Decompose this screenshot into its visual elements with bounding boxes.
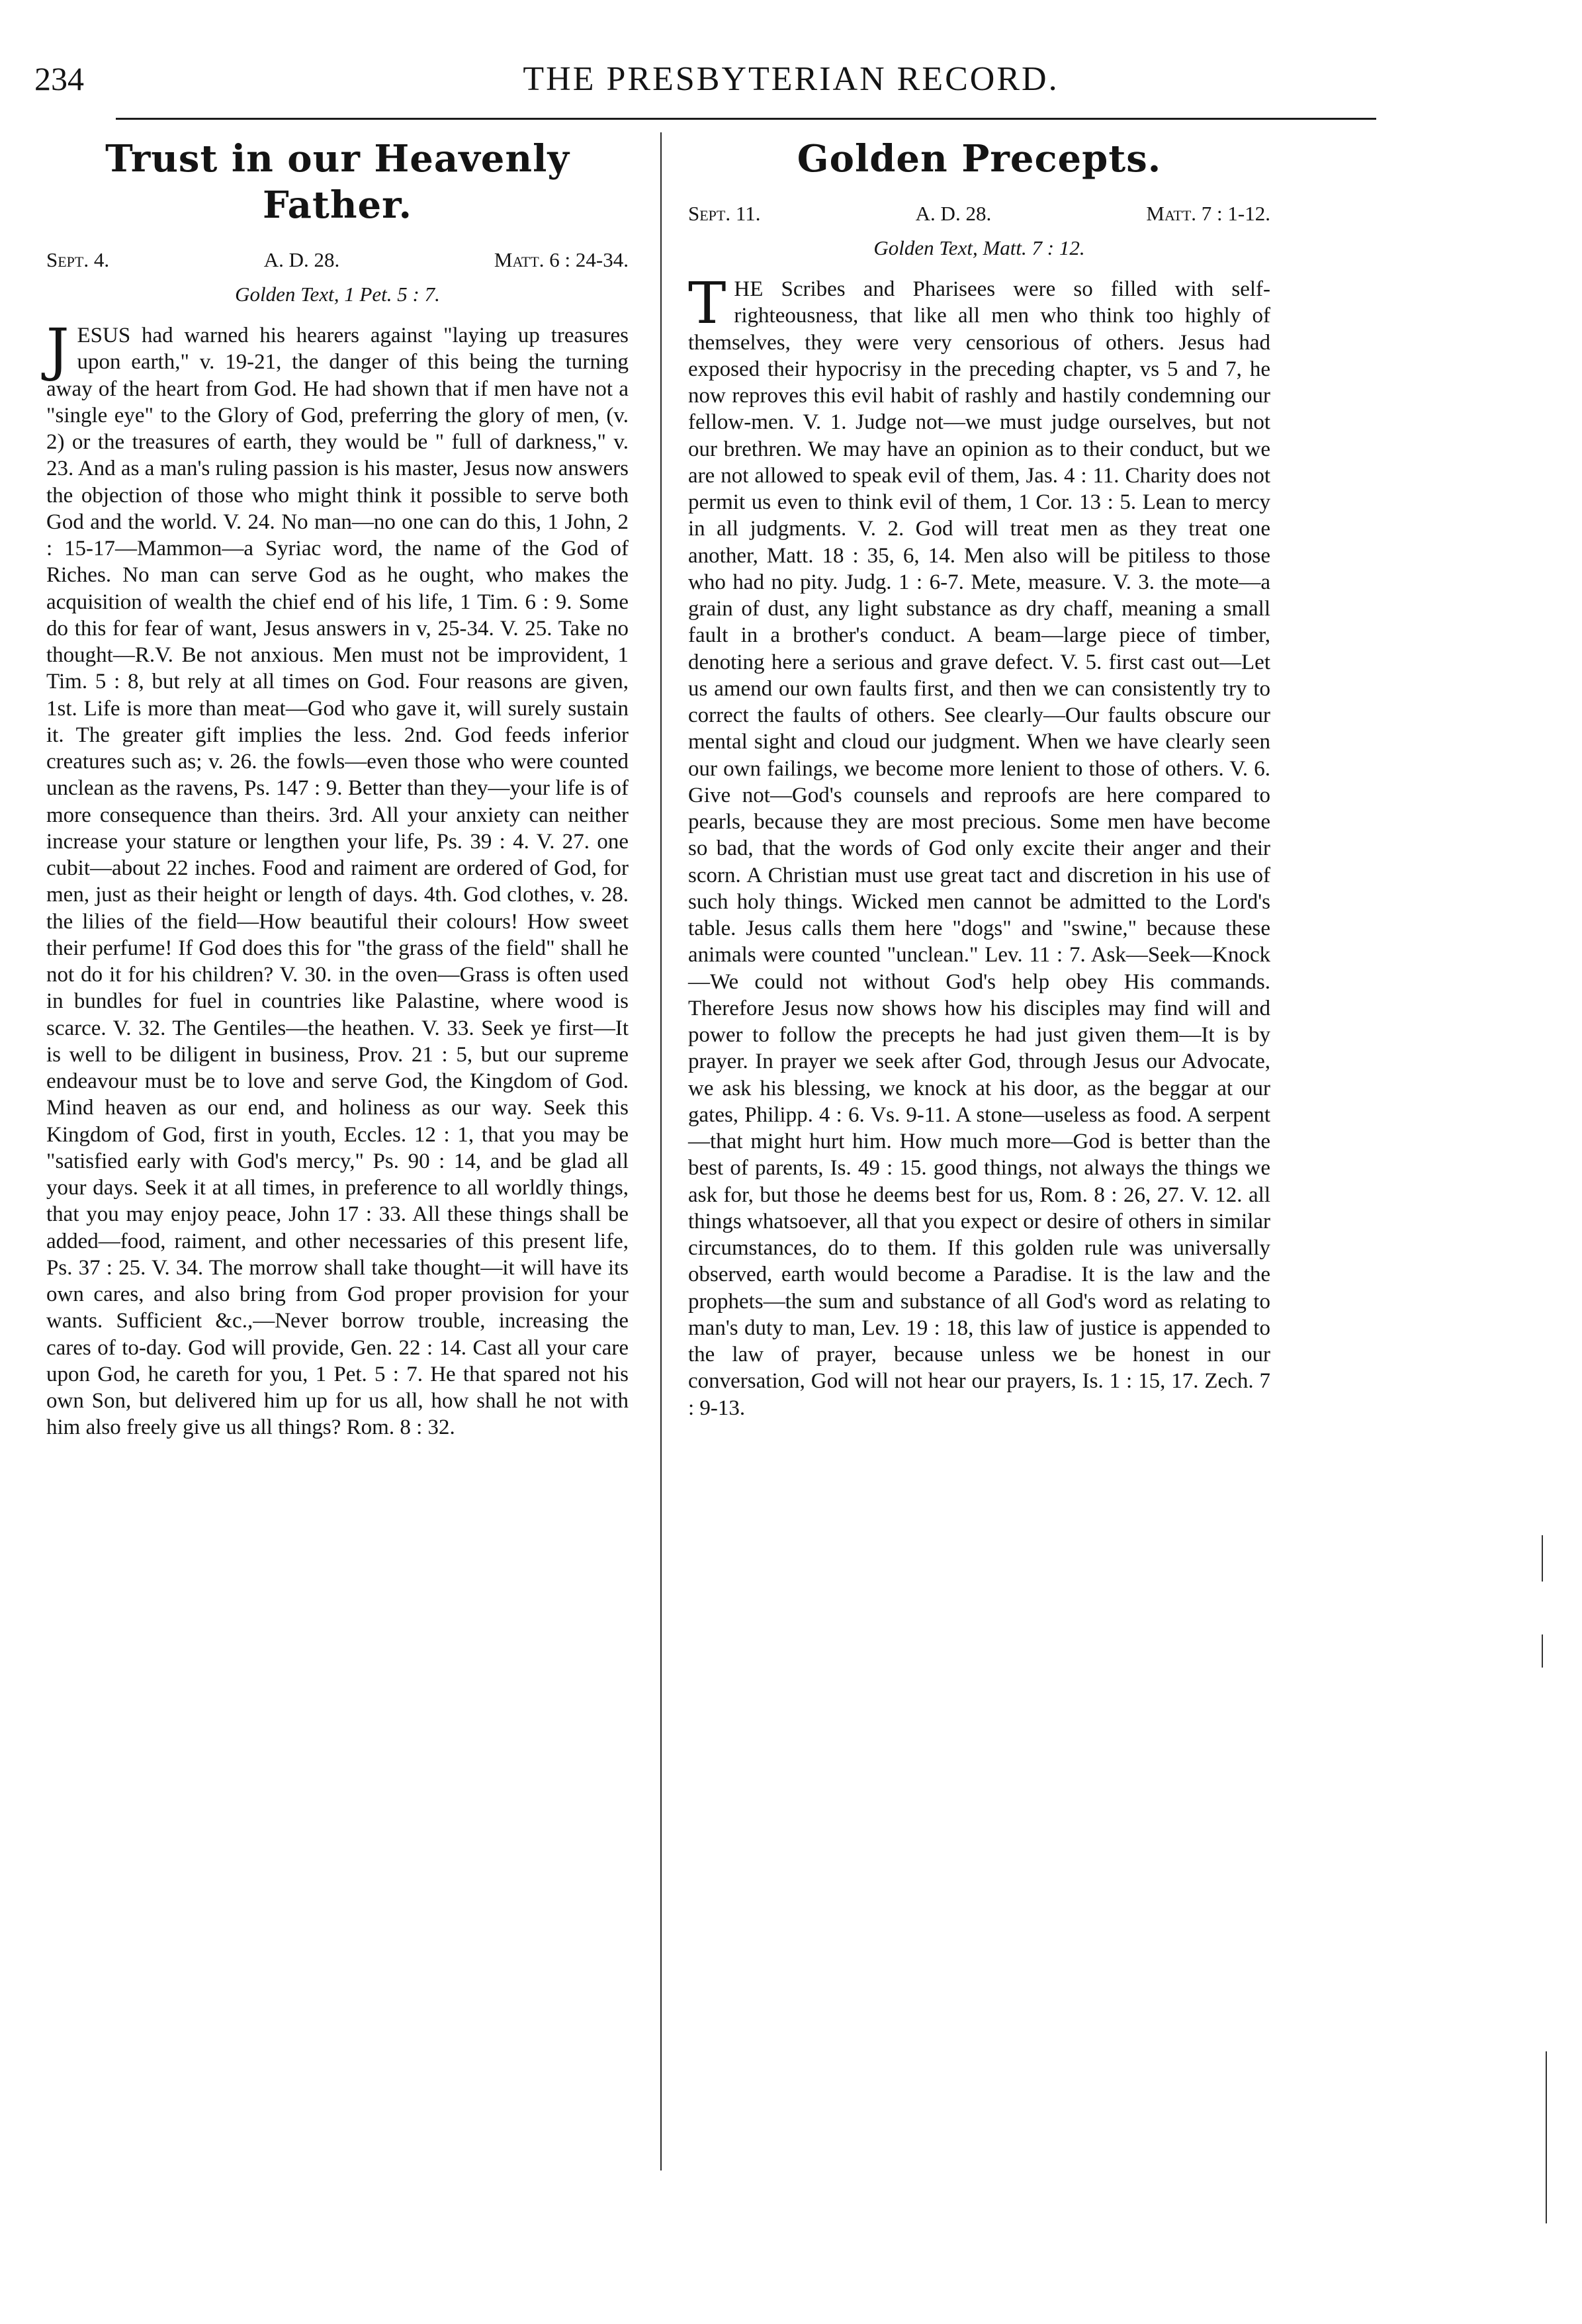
lesson-reference: Matt. 6 : 24-34. [494, 248, 629, 271]
drop-cap: T [688, 271, 726, 337]
lesson-meta [688, 202, 1270, 226]
column-divider [660, 132, 662, 2170]
page-number: 234 [34, 60, 84, 97]
running-title: THE PRESBYTERIAN RECORD. [523, 60, 1059, 98]
header-rule [116, 118, 1376, 120]
lesson-date: Sept. 11. [688, 202, 761, 225]
lesson-body [688, 271, 1270, 1421]
margin-mark [1542, 1634, 1543, 1668]
lesson-year: A. D. 28. [915, 202, 992, 225]
lesson-body-text: HE Scribes and Pharisees were so filled with self-righteousness, that like all men who think too highly of themselves, they were very censorious of others. Jesus had exposed their hypocrisy in the preceding chapter, vs 5 and 7, he now reproves this evil habit of rashly and hastily condemning our fellow-men. V. 1. Judge not—we must judge ourselves, but not our brethren. We may have an opinion as to their conduct, but we are not allowed to speak evil of them, Jas. 4 : 11. Charity does not permit us even to think evil of them, 1 Cor. 13 : 5. Lean to mercy in all judgments. V. 2. God will treat men as they treat one another, Matt. 18 : 35, 6, 14. Men also will be pitiless to those who had no pity. Judg. 1 : 6-7. Mete, measure. V. 3. the mote—a grain of dust, any light substance as dry chaff, meaning a small fault in a brother's conduct. A beam—large piece of timber, denoting here a serious and grave defect. V. 5. first cast out—Let us amend our own faults first, and then we can consistently try to correct the faults of others. See clearly—Our faults obscure our mental sight and cloud our judgment. When we have clearly seen our own failings, we become more lenient to those of others. V. 6. Give not—God's counsels and reproofs are here compared to pearls, because they are most precious. Some men have become so bad, that the words of God only excite their anger and their scorn. A Christian must use great tact and discretion in his use of such holy things. Wicked men cannot be admitted to the Lord's table. Jesus calls them here "dogs" and "swine," because these animals were counted "unclean." Lev. 11 : 7. Ask—Seek—Knock—We could not without God's help obey His commands. Therefore Jesus now shows how his disciples may find will and power to follow the precepts he had just given them—It is by prayer. In prayer we seek after God, through Jesus our Advocate, we ask his blessing, we knock at his door, as the beggar at our gates, Philipp. 4 : 6. Vs. 9-11. A stone—useless as food. A serpent—that might hurt him. How much more—God is better than the best of parents, Is. 49 : 15. good things, not always the things we ask for, but those he deems best for us, Rom. 8 : 26, 27. V. 12. all things whatsoever, all that you expect or desire of others in similar circumstances, do to them. If this golden rule was universally observed, earth would become a Paradise. It is the law and the prophets—the sum and substance of all God's word as relating to man's duty to man, Lev. 19 : 18, this law of justice is appended to the law of prayer, because unless we be honest in our conversation, God will not hear our prayers, Is. 1 : 15, 17. Zech. 7 : 9-13. [688, 277, 1270, 1420]
lesson-year: A. D. 28. [263, 248, 340, 271]
lesson-reference: Matt. 7 : 1-12. [1146, 202, 1270, 225]
lesson-meta [46, 248, 629, 272]
lesson-title: Golden Precepts. [797, 137, 1162, 181]
golden-text: Golden Text, 1 Pet. 5 : 7. [235, 283, 440, 306]
left-lesson [46, 136, 629, 1441]
lesson-date: Sept. 4. [46, 248, 110, 271]
margin-mark [1542, 1535, 1543, 1582]
golden-text: Golden Text, Matt. 7 : 12. [873, 236, 1085, 259]
right-lesson [688, 136, 1270, 1421]
lesson-body [46, 317, 629, 1441]
lesson-title: Trust in our Heavenly Father. [105, 137, 570, 227]
margin-mark [1546, 2051, 1547, 2223]
lesson-body-text: ESUS had warned his hearers against "laying up treasures upon earth," v. 19-21, the danger of this being the turning away of the heart from God. He had shown that if men have not a "single eye" to the Glory of God, preferring the glory of men, (v. 2) or the treasures of earth, they would be " full of darkness," v. 23. And as a man's ruling passion is his master, Jesus now answers the objection of those who might think it possible to serve both God and the world. V. 24. No man—no one can do this, 1 John, 2 : 15-17—Mammon—a Syriac word, the name of the God of Riches. No man can serve God as he ought, who makes the acquisition of wealth the chief end of his life, 1 Tim. 6 : 9. Some do this for fear of want, Jesus answers in v, 25-34. V. 25. Take no thought—R.V. Be not anxious. Men must not be improvident, 1 Tim. 5 : 8, but rely at all times on God. Four reasons are given, 1st. Life is more than meat—God who gave it, will surely sustain it. The greater gift implies the less. 2nd. God feeds inferior creatures such as; v. 26. the fowls—even those who were counted unclean as the ravens, Ps. 147 : 9. Better than they—your life is of more consequence than theirs. 3rd. All your anxiety can neither increase your stature or lengthen your life, Ps. 39 : 4. V. 27. one cubit—about 22 inches. Food and raiment are ordered of God, for men, just as their height or length of days. 4th. God clothes, v. 28. the lilies of the field—How beautiful their colours! How sweet their perfume! If God does this for "the grass of the field" shall he not do it for his children? V. 30. in the oven—Grass is often used in bundles for fuel in countries like Palastine, where wood is scarce. V. 32. The Gentiles—the heathen. V. 33. Seek ye first—It is well to be diligent in business, Prov. 21 : 5, but our supreme endeavour must be to love and serve God, the Kingdom of God. Mind heaven as our end, and holiness as our way. Seek this Kingdom of God, first in youth, Eccles. 12 : 1, that you may be "satisfied early with God's mercy," Ps. 90 : 14, and be glad all your days. Seek it at all times, in preference to all worldly things, that you may enjoy peace, John 17 : 33. All these things shall be added—food, raiment, and other necessaries of this present life, Ps. 37 : 25. V. 34. The morrow shall take thought—it will have its own cares, and also bring from God proper provision for your wants. Sufficient &c.,—Never borrow trouble, increasing the cares of to-day. God will provide, Gen. 22 : 14. Cast all your care upon God, he careth for you, 1 Pet. 5 : 7. He that spared not his own Son, but delivered him up for us all, how shall he not with him also freely give us all things? Rom. 8 : 32. [46, 324, 629, 1440]
drop-cap: J [46, 317, 69, 383]
